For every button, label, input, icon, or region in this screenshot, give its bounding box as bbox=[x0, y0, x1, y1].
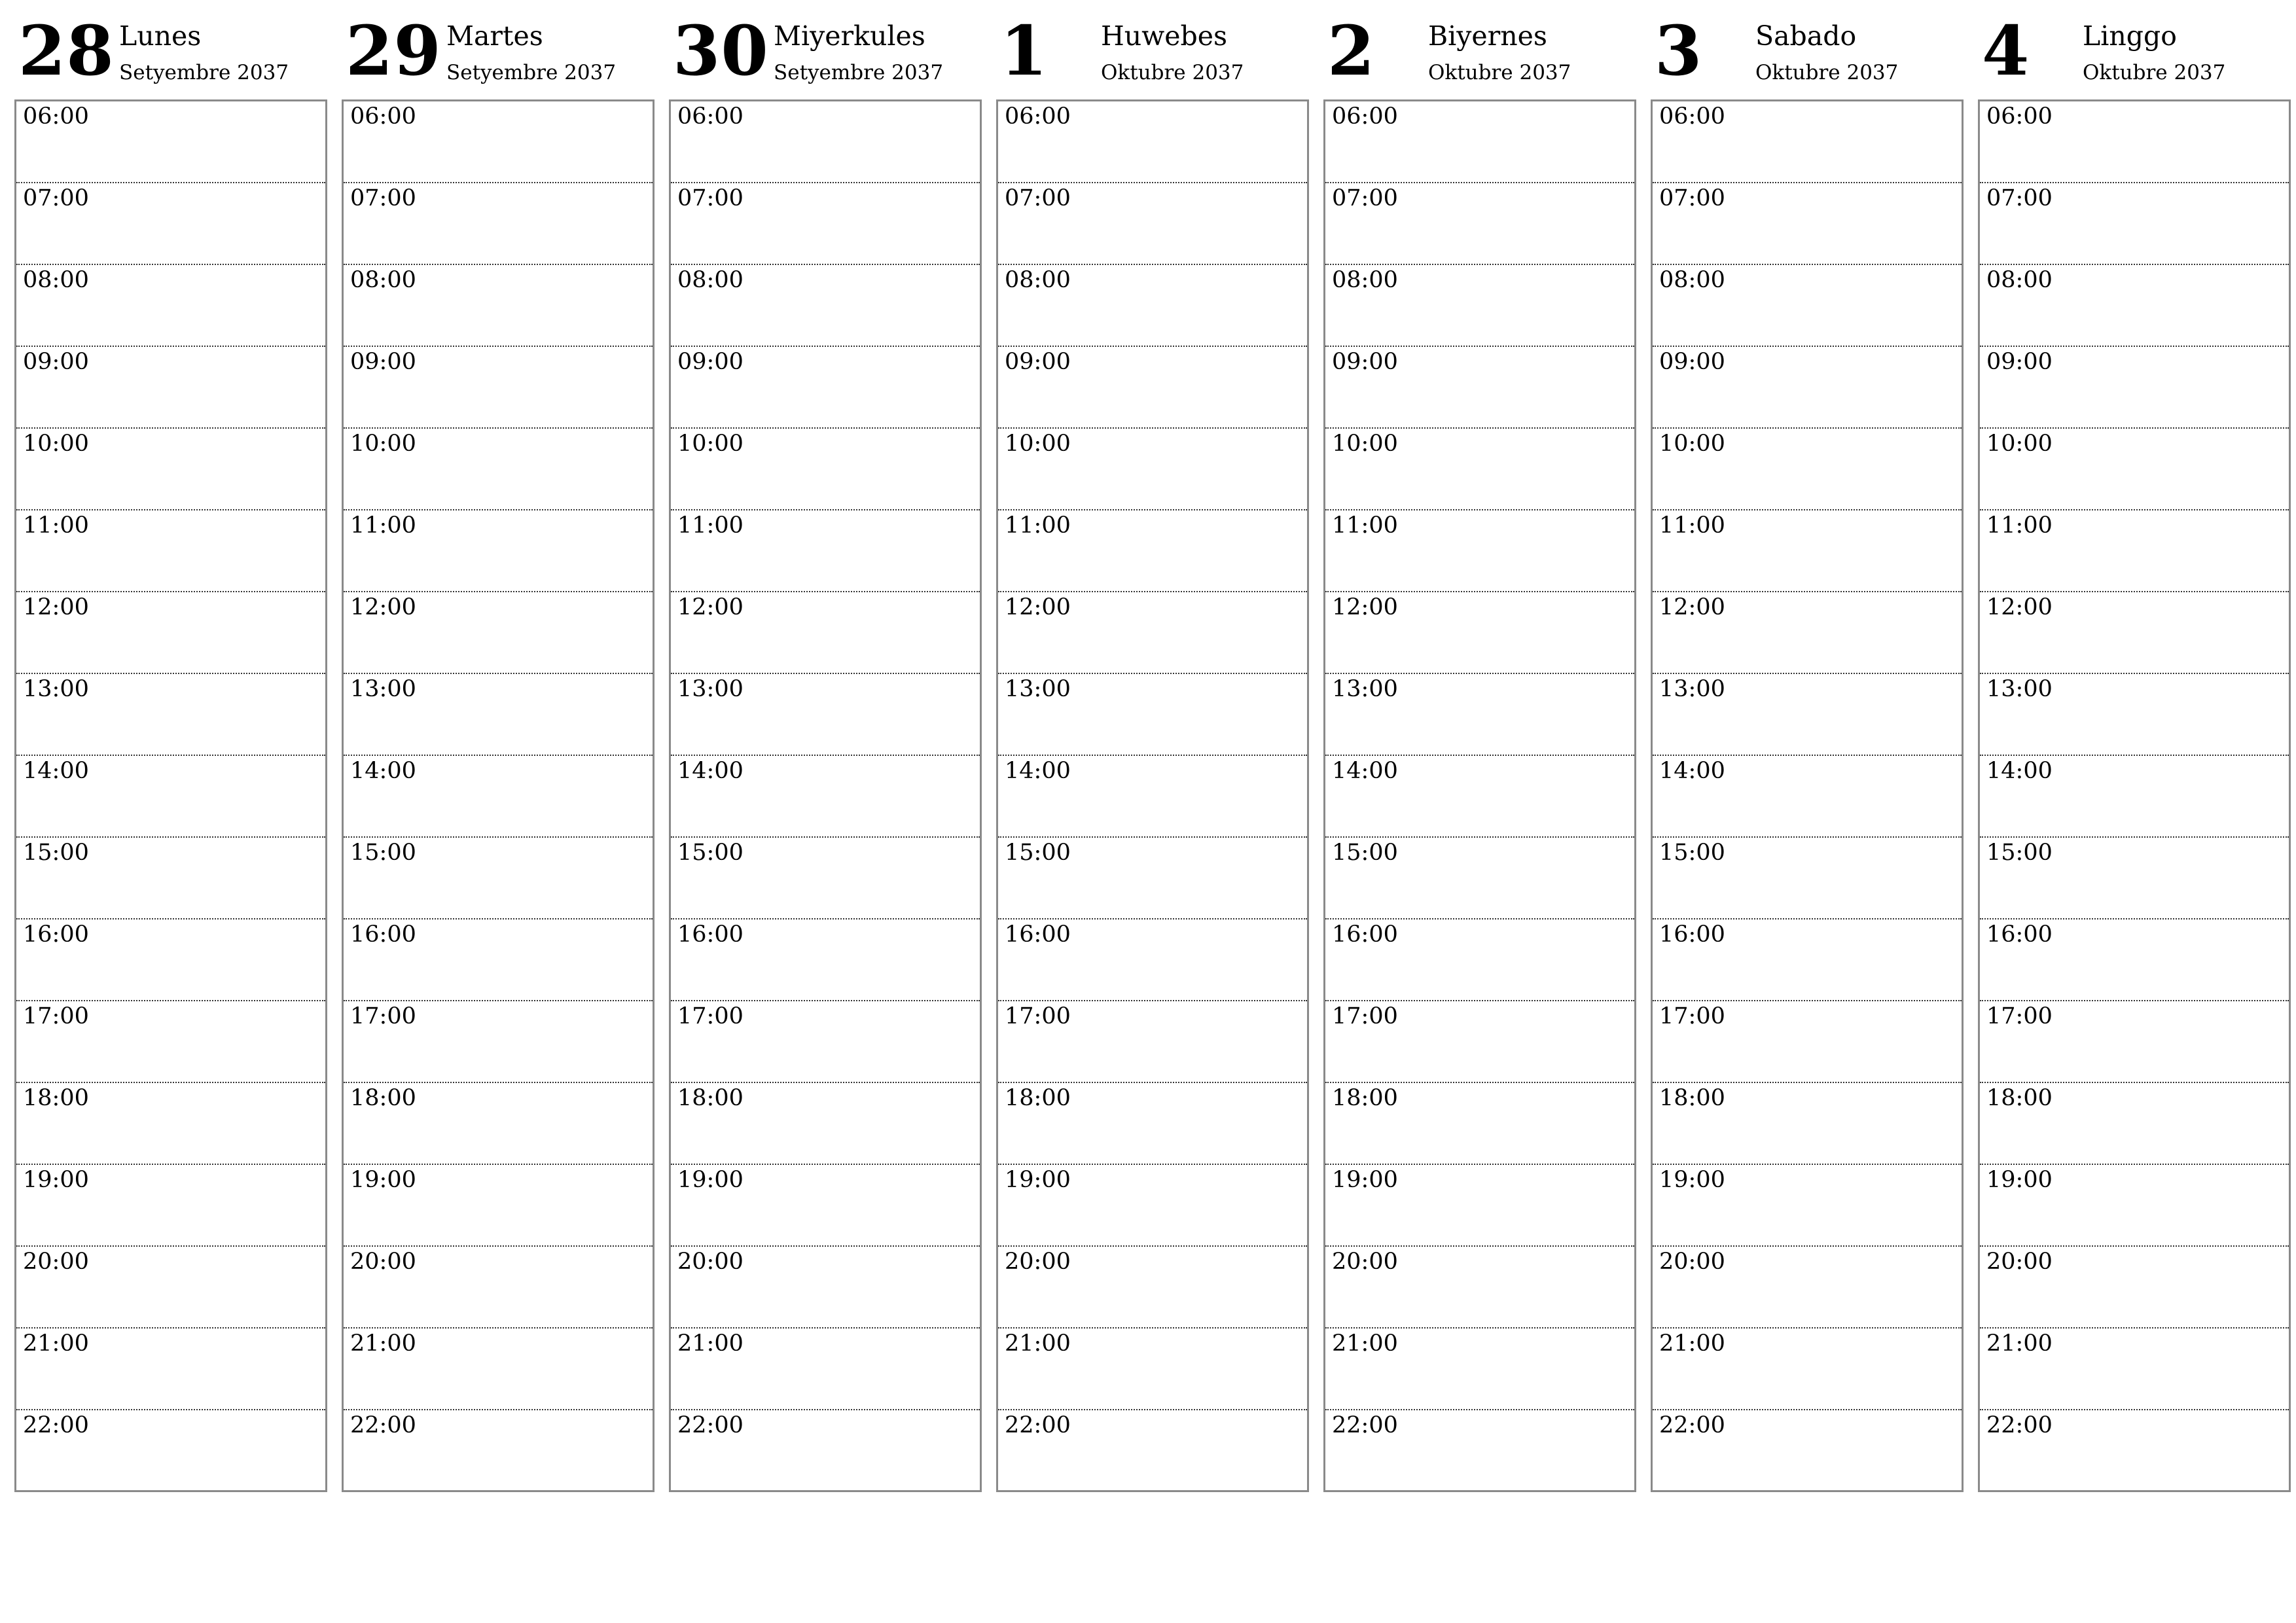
hour-slot[interactable] bbox=[671, 756, 980, 838]
hour-slot[interactable] bbox=[1653, 592, 1962, 674]
day-header bbox=[14, 10, 327, 99]
hour-label: 14:00 bbox=[23, 758, 89, 784]
day-schedule-box[interactable] bbox=[1978, 99, 2291, 1492]
hour-slot[interactable] bbox=[1980, 101, 2289, 183]
hour-label: 09:00 bbox=[23, 349, 89, 375]
day-schedule-box[interactable] bbox=[669, 99, 982, 1492]
hour-label: 12:00 bbox=[1332, 594, 1398, 620]
hour-label: 20:00 bbox=[1986, 1249, 2053, 1275]
hour-label: 08:00 bbox=[1005, 267, 1071, 293]
day-month-year: Oktubre 2037 bbox=[1428, 61, 1571, 84]
hour-label: 21:00 bbox=[23, 1330, 89, 1357]
hour-slot[interactable] bbox=[1325, 1165, 1634, 1247]
hour-label: 14:00 bbox=[1005, 758, 1071, 784]
hour-label: 13:00 bbox=[350, 676, 416, 702]
hour-slot[interactable] bbox=[1653, 429, 1962, 510]
hour-label: 18:00 bbox=[1332, 1085, 1398, 1111]
hour-slot[interactable] bbox=[1980, 838, 2289, 919]
hour-slot[interactable] bbox=[344, 429, 653, 510]
hour-slot[interactable] bbox=[1980, 1329, 2289, 1410]
hour-label: 22:00 bbox=[23, 1412, 89, 1438]
hour-slot[interactable] bbox=[344, 101, 653, 183]
hour-slot[interactable] bbox=[1653, 1001, 1962, 1083]
hour-label: 17:00 bbox=[1659, 1003, 1725, 1029]
hour-label: 13:00 bbox=[1332, 676, 1398, 702]
hour-slot[interactable] bbox=[1980, 919, 2289, 1001]
hour-slot[interactable] bbox=[998, 919, 1307, 1001]
hour-label: 07:00 bbox=[677, 185, 744, 211]
hour-label: 15:00 bbox=[1005, 840, 1071, 866]
hour-slot[interactable] bbox=[16, 1329, 325, 1410]
hour-slot[interactable] bbox=[1325, 1001, 1634, 1083]
day-name: Sabado bbox=[1755, 20, 1857, 52]
hour-label: 22:00 bbox=[350, 1412, 416, 1438]
hour-slot[interactable] bbox=[16, 1001, 325, 1083]
day-name: Huwebes bbox=[1101, 20, 1228, 52]
hour-label: 20:00 bbox=[1332, 1249, 1398, 1275]
hour-label: 13:00 bbox=[1986, 676, 2053, 702]
hour-slot[interactable] bbox=[1653, 1410, 1962, 1492]
hour-label: 18:00 bbox=[1659, 1085, 1725, 1111]
hour-slot[interactable] bbox=[16, 674, 325, 756]
hour-label: 11:00 bbox=[1332, 512, 1398, 539]
hour-label: 11:00 bbox=[23, 512, 89, 539]
hour-slot[interactable] bbox=[344, 756, 653, 838]
hour-label: 13:00 bbox=[677, 676, 744, 702]
hour-slot[interactable] bbox=[998, 674, 1307, 756]
hour-label: 06:00 bbox=[1332, 103, 1398, 130]
day-header bbox=[669, 10, 982, 99]
day-name: Biyernes bbox=[1428, 20, 1547, 52]
hour-label: 11:00 bbox=[677, 512, 744, 539]
day-name: Miyerkules bbox=[774, 20, 925, 52]
day-number: 1 bbox=[1000, 10, 1049, 91]
hour-label: 19:00 bbox=[1005, 1167, 1071, 1193]
hour-slot[interactable] bbox=[16, 183, 325, 265]
day-column bbox=[1323, 10, 1636, 1492]
hour-label: 14:00 bbox=[350, 758, 416, 784]
hour-label: 09:00 bbox=[677, 349, 744, 375]
hour-label: 20:00 bbox=[350, 1249, 416, 1275]
hour-slot[interactable] bbox=[1980, 429, 2289, 510]
hour-slot[interactable] bbox=[671, 265, 980, 347]
hour-slot[interactable] bbox=[671, 919, 980, 1001]
hour-slot[interactable] bbox=[1980, 183, 2289, 265]
hour-label: 10:00 bbox=[23, 431, 89, 457]
week-grid bbox=[14, 10, 2291, 1492]
hour-label: 22:00 bbox=[677, 1412, 744, 1438]
hour-slot[interactable] bbox=[1980, 1165, 2289, 1247]
hour-slot[interactable] bbox=[1980, 592, 2289, 674]
hour-slot[interactable] bbox=[344, 919, 653, 1001]
day-column bbox=[14, 10, 327, 1492]
hour-label: 09:00 bbox=[1332, 349, 1398, 375]
day-number: 28 bbox=[18, 10, 115, 91]
hour-slot[interactable] bbox=[1653, 756, 1962, 838]
hour-label: 08:00 bbox=[1332, 267, 1398, 293]
day-schedule-box[interactable] bbox=[14, 99, 327, 1492]
hour-label: 22:00 bbox=[1005, 1412, 1071, 1438]
hour-label: 19:00 bbox=[1986, 1167, 2053, 1193]
hour-slot[interactable] bbox=[344, 1329, 653, 1410]
hour-label: 21:00 bbox=[677, 1330, 744, 1357]
hour-label: 18:00 bbox=[677, 1085, 744, 1111]
hour-label: 15:00 bbox=[1659, 840, 1725, 866]
hour-label: 09:00 bbox=[1659, 349, 1725, 375]
hour-slot[interactable] bbox=[16, 1247, 325, 1329]
hour-slot[interactable] bbox=[1980, 510, 2289, 592]
hour-label: 13:00 bbox=[23, 676, 89, 702]
hour-slot[interactable] bbox=[998, 756, 1307, 838]
hour-slot[interactable] bbox=[344, 592, 653, 674]
hour-slot[interactable] bbox=[16, 265, 325, 347]
hour-label: 11:00 bbox=[350, 512, 416, 539]
hour-slot[interactable] bbox=[1325, 1329, 1634, 1410]
hour-slot[interactable] bbox=[671, 183, 980, 265]
hour-label: 19:00 bbox=[1659, 1167, 1725, 1193]
hour-label: 07:00 bbox=[1659, 185, 1725, 211]
day-month-year: Setyembre 2037 bbox=[446, 61, 617, 84]
hour-slot[interactable] bbox=[671, 1410, 980, 1492]
hour-slot[interactable] bbox=[1325, 183, 1634, 265]
hour-slot[interactable] bbox=[1653, 674, 1962, 756]
hour-slot[interactable] bbox=[1653, 510, 1962, 592]
hour-slot[interactable] bbox=[998, 510, 1307, 592]
hour-slot[interactable] bbox=[1980, 1083, 2289, 1165]
hour-label: 18:00 bbox=[1005, 1085, 1071, 1111]
hour-label: 17:00 bbox=[1986, 1003, 2053, 1029]
hour-label: 08:00 bbox=[350, 267, 416, 293]
hour-slot[interactable] bbox=[16, 510, 325, 592]
hour-label: 21:00 bbox=[1332, 1330, 1398, 1357]
hour-slot[interactable] bbox=[1325, 1083, 1634, 1165]
hour-label: 06:00 bbox=[23, 103, 89, 130]
hour-slot[interactable] bbox=[16, 592, 325, 674]
hour-slot[interactable] bbox=[998, 1247, 1307, 1329]
hour-slot[interactable] bbox=[1653, 101, 1962, 183]
hour-label: 18:00 bbox=[23, 1085, 89, 1111]
hour-slot[interactable] bbox=[16, 101, 325, 183]
hour-label: 14:00 bbox=[1332, 758, 1398, 784]
hour-label: 11:00 bbox=[1659, 512, 1725, 539]
day-column bbox=[1651, 10, 1964, 1492]
hour-label: 16:00 bbox=[1005, 921, 1071, 948]
hour-label: 18:00 bbox=[1986, 1085, 2053, 1111]
hour-label: 06:00 bbox=[1005, 103, 1071, 130]
hour-slot[interactable] bbox=[671, 592, 980, 674]
day-header bbox=[1978, 10, 2291, 99]
hour-label: 08:00 bbox=[23, 267, 89, 293]
hour-label: 06:00 bbox=[1986, 103, 2053, 130]
hour-label: 10:00 bbox=[1332, 431, 1398, 457]
hour-label: 21:00 bbox=[1986, 1330, 2053, 1357]
day-name: Martes bbox=[446, 20, 543, 52]
hour-label: 17:00 bbox=[1332, 1003, 1398, 1029]
day-number: 29 bbox=[346, 10, 442, 91]
hour-label: 12:00 bbox=[350, 594, 416, 620]
hour-label: 20:00 bbox=[677, 1249, 744, 1275]
hour-label: 12:00 bbox=[1005, 594, 1071, 620]
hour-label: 13:00 bbox=[1659, 676, 1725, 702]
hour-slot[interactable] bbox=[1325, 756, 1634, 838]
hour-label: 07:00 bbox=[1332, 185, 1398, 211]
hour-label: 16:00 bbox=[677, 921, 744, 948]
day-month-year: Setyembre 2037 bbox=[774, 61, 944, 84]
day-schedule-box[interactable] bbox=[996, 99, 1309, 1492]
hour-slot[interactable] bbox=[1653, 1083, 1962, 1165]
hour-slot[interactable] bbox=[998, 101, 1307, 183]
hour-label: 15:00 bbox=[677, 840, 744, 866]
hour-label: 14:00 bbox=[677, 758, 744, 784]
hour-label: 06:00 bbox=[350, 103, 416, 130]
hour-slot[interactable] bbox=[998, 183, 1307, 265]
day-number: 30 bbox=[673, 10, 769, 91]
day-month-year: Oktubre 2037 bbox=[2083, 61, 2226, 84]
hour-label: 06:00 bbox=[677, 103, 744, 130]
hour-slot[interactable] bbox=[344, 510, 653, 592]
day-month-year: Oktubre 2037 bbox=[1755, 61, 1899, 84]
day-number: 2 bbox=[1327, 10, 1376, 91]
hour-slot[interactable] bbox=[1653, 838, 1962, 919]
hour-slot[interactable] bbox=[344, 265, 653, 347]
day-name: Linggo bbox=[2083, 20, 2177, 52]
hour-slot[interactable] bbox=[16, 1083, 325, 1165]
hour-slot[interactable] bbox=[671, 510, 980, 592]
hour-label: 15:00 bbox=[1332, 840, 1398, 866]
day-name: Lunes bbox=[119, 20, 202, 52]
day-column bbox=[669, 10, 982, 1492]
hour-slot[interactable] bbox=[1325, 1247, 1634, 1329]
hour-label: 16:00 bbox=[23, 921, 89, 948]
hour-slot[interactable] bbox=[671, 838, 980, 919]
hour-label: 14:00 bbox=[1659, 758, 1725, 784]
hour-label: 10:00 bbox=[1005, 431, 1071, 457]
hour-slot[interactable] bbox=[344, 347, 653, 429]
hour-label: 13:00 bbox=[1005, 676, 1071, 702]
hour-label: 07:00 bbox=[350, 185, 416, 211]
hour-label: 12:00 bbox=[23, 594, 89, 620]
hour-label: 20:00 bbox=[23, 1249, 89, 1275]
day-number: 4 bbox=[1982, 10, 2030, 91]
hour-label: 22:00 bbox=[1332, 1412, 1398, 1438]
hour-label: 10:00 bbox=[677, 431, 744, 457]
hour-label: 12:00 bbox=[1986, 594, 2053, 620]
hour-slot[interactable] bbox=[1325, 838, 1634, 919]
day-month-year: Oktubre 2037 bbox=[1101, 61, 1244, 84]
hour-slot[interactable] bbox=[998, 265, 1307, 347]
hour-label: 07:00 bbox=[1005, 185, 1071, 211]
hour-slot[interactable] bbox=[998, 592, 1307, 674]
day-column bbox=[1978, 10, 2291, 1492]
hour-slot[interactable] bbox=[671, 1083, 980, 1165]
hour-slot[interactable] bbox=[998, 1329, 1307, 1410]
hour-slot[interactable] bbox=[671, 1247, 980, 1329]
hour-slot[interactable] bbox=[1980, 265, 2289, 347]
hour-slot[interactable] bbox=[1653, 183, 1962, 265]
hour-slot[interactable] bbox=[344, 1001, 653, 1083]
hour-label: 20:00 bbox=[1005, 1249, 1071, 1275]
hour-slot[interactable] bbox=[16, 1410, 325, 1492]
hour-slot[interactable] bbox=[1653, 347, 1962, 429]
day-month-year: Setyembre 2037 bbox=[119, 61, 289, 84]
hour-label: 14:00 bbox=[1986, 758, 2053, 784]
hour-label: 21:00 bbox=[1005, 1330, 1071, 1357]
hour-slot[interactable] bbox=[16, 347, 325, 429]
hour-slot[interactable] bbox=[1325, 510, 1634, 592]
hour-label: 12:00 bbox=[677, 594, 744, 620]
hour-label: 19:00 bbox=[1332, 1167, 1398, 1193]
day-header bbox=[1651, 10, 1964, 99]
hour-label: 15:00 bbox=[23, 840, 89, 866]
hour-slot[interactable] bbox=[998, 1410, 1307, 1492]
hour-label: 17:00 bbox=[1005, 1003, 1071, 1029]
hour-slot[interactable] bbox=[344, 183, 653, 265]
hour-slot[interactable] bbox=[1980, 1247, 2289, 1329]
hour-slot[interactable] bbox=[998, 347, 1307, 429]
hour-slot[interactable] bbox=[1325, 674, 1634, 756]
hour-label: 16:00 bbox=[1659, 921, 1725, 948]
hour-slot[interactable] bbox=[998, 429, 1307, 510]
hour-label: 22:00 bbox=[1986, 1412, 2053, 1438]
hour-slot[interactable] bbox=[1653, 919, 1962, 1001]
day-schedule-box[interactable] bbox=[342, 99, 655, 1492]
hour-label: 10:00 bbox=[350, 431, 416, 457]
hour-label: 16:00 bbox=[350, 921, 416, 948]
hour-slot[interactable] bbox=[671, 429, 980, 510]
hour-label: 17:00 bbox=[677, 1003, 744, 1029]
day-header bbox=[996, 10, 1309, 99]
hour-slot[interactable] bbox=[671, 1001, 980, 1083]
hour-label: 21:00 bbox=[1659, 1330, 1725, 1357]
hour-slot[interactable] bbox=[1980, 756, 2289, 838]
hour-label: 07:00 bbox=[23, 185, 89, 211]
hour-label: 21:00 bbox=[350, 1330, 416, 1357]
hour-slot[interactable] bbox=[344, 1410, 653, 1492]
hour-slot[interactable] bbox=[671, 674, 980, 756]
hour-label: 18:00 bbox=[350, 1085, 416, 1111]
hour-slot[interactable] bbox=[998, 1001, 1307, 1083]
hour-label: 22:00 bbox=[1659, 1412, 1725, 1438]
hour-slot[interactable] bbox=[671, 101, 980, 183]
hour-label: 06:00 bbox=[1659, 103, 1725, 130]
hour-slot[interactable] bbox=[1980, 674, 2289, 756]
hour-slot[interactable] bbox=[1325, 919, 1634, 1001]
hour-slot[interactable] bbox=[998, 1083, 1307, 1165]
hour-slot[interactable] bbox=[1325, 265, 1634, 347]
hour-slot[interactable] bbox=[16, 756, 325, 838]
day-number: 3 bbox=[1655, 10, 1703, 91]
hour-slot[interactable] bbox=[671, 1165, 980, 1247]
hour-label: 11:00 bbox=[1986, 512, 2053, 539]
hour-label: 15:00 bbox=[1986, 840, 2053, 866]
hour-slot[interactable] bbox=[998, 1165, 1307, 1247]
hour-slot[interactable] bbox=[1980, 347, 2289, 429]
hour-slot[interactable] bbox=[998, 838, 1307, 919]
hour-slot[interactable] bbox=[16, 838, 325, 919]
hour-slot[interactable] bbox=[1653, 265, 1962, 347]
hour-label: 11:00 bbox=[1005, 512, 1071, 539]
hour-slot[interactable] bbox=[344, 1083, 653, 1165]
hour-slot[interactable] bbox=[16, 1165, 325, 1247]
hour-slot[interactable] bbox=[344, 1247, 653, 1329]
hour-label: 08:00 bbox=[1986, 267, 2053, 293]
hour-label: 16:00 bbox=[1986, 921, 2053, 948]
day-header bbox=[1323, 10, 1636, 99]
hour-label: 19:00 bbox=[677, 1167, 744, 1193]
hour-label: 12:00 bbox=[1659, 594, 1725, 620]
hour-label: 10:00 bbox=[1659, 431, 1725, 457]
hour-label: 15:00 bbox=[350, 840, 416, 866]
hour-slot[interactable] bbox=[671, 1329, 980, 1410]
hour-label: 07:00 bbox=[1986, 185, 2053, 211]
hour-slot[interactable] bbox=[1325, 101, 1634, 183]
hour-slot[interactable] bbox=[16, 429, 325, 510]
hour-slot[interactable] bbox=[1325, 347, 1634, 429]
hour-label: 20:00 bbox=[1659, 1249, 1725, 1275]
hour-label: 17:00 bbox=[350, 1003, 416, 1029]
day-schedule-box[interactable] bbox=[1651, 99, 1964, 1492]
hour-slot[interactable] bbox=[1325, 429, 1634, 510]
day-schedule-box[interactable] bbox=[1323, 99, 1636, 1492]
hour-label: 17:00 bbox=[23, 1003, 89, 1029]
hour-label: 08:00 bbox=[1659, 267, 1725, 293]
hour-label: 16:00 bbox=[1332, 921, 1398, 948]
hour-slot[interactable] bbox=[1325, 592, 1634, 674]
hour-label: 19:00 bbox=[23, 1167, 89, 1193]
hour-label: 09:00 bbox=[350, 349, 416, 375]
hour-slot[interactable] bbox=[1653, 1165, 1962, 1247]
hour-slot[interactable] bbox=[344, 838, 653, 919]
day-column bbox=[342, 10, 655, 1492]
hour-slot[interactable] bbox=[1653, 1329, 1962, 1410]
hour-slot[interactable] bbox=[1653, 1247, 1962, 1329]
hour-label: 09:00 bbox=[1986, 349, 2053, 375]
hour-slot[interactable] bbox=[344, 1165, 653, 1247]
hour-label: 08:00 bbox=[677, 267, 744, 293]
hour-slot[interactable] bbox=[1980, 1001, 2289, 1083]
hour-slot[interactable] bbox=[1980, 1410, 2289, 1492]
hour-slot[interactable] bbox=[16, 919, 325, 1001]
hour-slot[interactable] bbox=[671, 347, 980, 429]
day-column bbox=[996, 10, 1309, 1492]
hour-label: 19:00 bbox=[350, 1167, 416, 1193]
day-header bbox=[342, 10, 655, 99]
hour-slot[interactable] bbox=[1325, 1410, 1634, 1492]
hour-label: 10:00 bbox=[1986, 431, 2053, 457]
hour-label: 09:00 bbox=[1005, 349, 1071, 375]
hour-slot[interactable] bbox=[344, 674, 653, 756]
